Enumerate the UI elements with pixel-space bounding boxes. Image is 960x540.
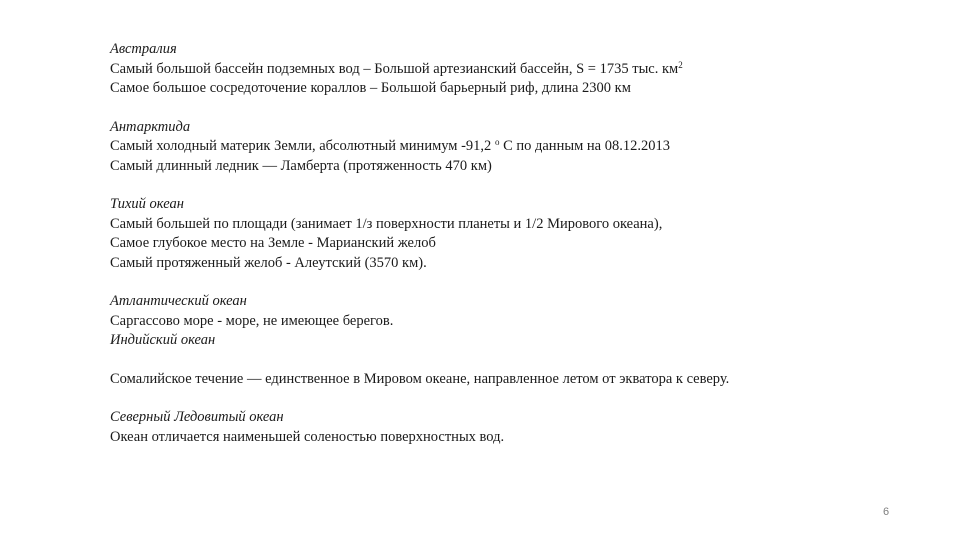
slide-content	[110, 40, 930, 447]
fact-line: Самый протяженный желоб - Алеутский (3570 км).	[110, 254, 427, 271]
section-title-indian: Индийский океан	[110, 332, 216, 348]
fact-line: Сомалийское течение — единственное в Мировом океане, направленное летом от экватора к северу.	[110, 370, 730, 387]
superscript: 2	[678, 59, 683, 70]
spacer	[110, 273, 930, 292]
section-title-pacific: Тихий океан	[110, 196, 184, 212]
fact-line	[110, 137, 930, 157]
degree-superscript: о	[494, 137, 500, 147]
section-australia	[110, 40, 930, 99]
section-title-australia: Австралия	[110, 41, 177, 57]
fact-line: Самое глубокое место на Земле - Марианский желоб	[110, 235, 436, 251]
fact-line: Самое большое сосредоточение кораллов – Большой барьерный риф, длина 2300 км	[110, 80, 631, 96]
spacer	[110, 351, 930, 370]
section-title-antarctica: Антарктида	[110, 118, 191, 135]
section-atlantic	[110, 292, 930, 331]
fact-line: Океан отличается наименьшей соленостью поверхностных вод.	[110, 428, 505, 445]
section-arctic	[110, 408, 930, 447]
section-title-arctic: Северный Ледовитый океан	[110, 409, 284, 425]
fact-text: С по данным на 08.12.2013	[499, 138, 670, 154]
section-title-atlantic: Атлантический океан	[110, 293, 247, 309]
fact-line	[110, 60, 930, 80]
fact-line: Саргассово море - море, не имеющее берегов.	[110, 312, 394, 329]
spacer	[110, 99, 930, 118]
slide-number: 6	[882, 506, 890, 518]
section-indian	[110, 331, 930, 389]
fact-text: Самый холодный материк Земли, абсолютный минимум -91,2	[110, 138, 495, 154]
spacer	[110, 389, 930, 408]
fact-line: Самый большей по площади (занимает 1/з поверхности планеты и 1/2 Мирового океана),	[110, 215, 663, 232]
spacer	[110, 176, 930, 195]
section-pacific	[110, 195, 930, 273]
section-antarctica	[110, 118, 930, 177]
fact-line: Самый длинный ледник — Ламберта (протяженность 470 км)	[110, 157, 492, 174]
fact-text: Самый большой бассейн подземных вод – Большой артезианский бассейн, S = 1735 тыс. км	[110, 60, 679, 77]
